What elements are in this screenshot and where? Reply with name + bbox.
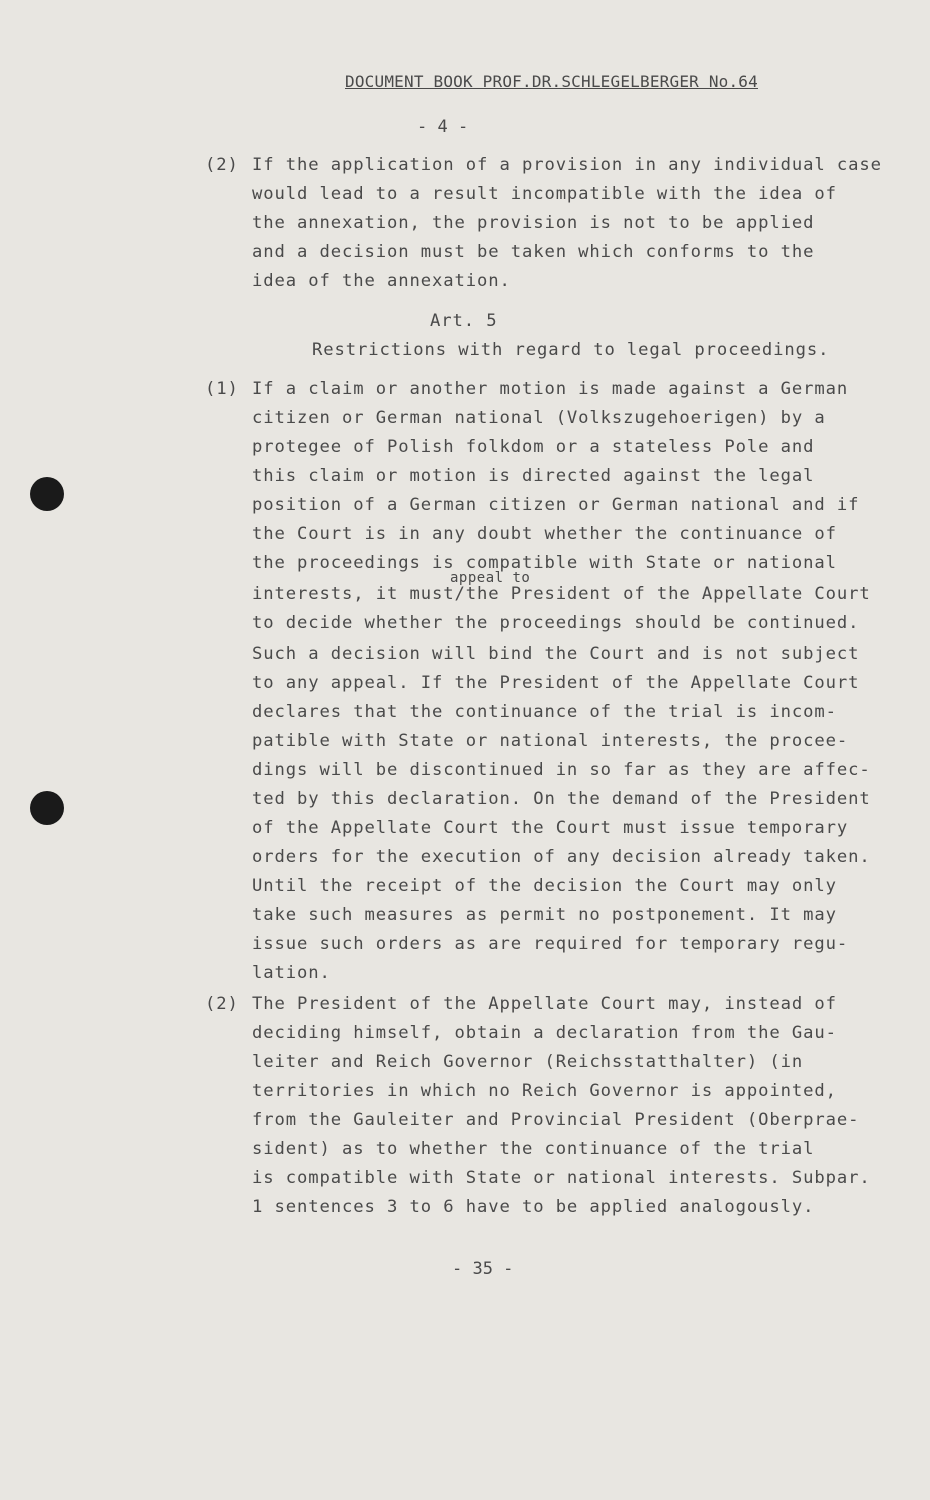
text-line: issue such orders as are required for temporary regu- — [252, 934, 849, 954]
page-number-top: - 4 - — [417, 117, 469, 137]
text-line: the annexation, the provision is not to be applied — [252, 213, 815, 233]
text-line: citizen or German national (Volkszugehoerigen) by a — [252, 408, 826, 428]
paragraph-number: (2) — [205, 155, 239, 175]
text-line: to decide whether the proceedings should be continued. — [252, 613, 860, 633]
text-line: If a claim or another motion is made against a German — [252, 379, 849, 399]
text-line: is compatible with State or national interests. Subpar. — [252, 1168, 871, 1188]
text-line: patible with State or national interests, the procee- — [252, 731, 849, 751]
paragraph-number: (1) — [205, 379, 239, 399]
paragraph-number: (2) — [205, 994, 239, 1014]
text-line: lation. — [252, 963, 331, 983]
article-label: Art. 5 — [430, 311, 498, 331]
text-line: idea of the annexation. — [252, 271, 511, 291]
punch-hole-bottom — [30, 791, 64, 825]
text-line: deciding himself, obtain a declaration from the Gau- — [252, 1023, 837, 1043]
text-line: sident) as to whether the continuance of the trial — [252, 1139, 815, 1159]
text-line: Such a decision will bind the Court and is not subject — [252, 644, 860, 664]
text-line: 1 sentences 3 to 6 have to be applied analogously. — [252, 1197, 815, 1217]
handwritten-insertion: appeal to — [450, 570, 531, 586]
text-line: the proceedings is compatible with State or national — [252, 553, 837, 573]
text-line: interests, it must/the President of the Appellate Court — [252, 584, 871, 604]
punch-hole-top — [30, 477, 64, 511]
text-line: to any appeal. If the President of the Appellate Court — [252, 673, 860, 693]
text-line: this claim or motion is directed against the legal — [252, 466, 815, 486]
text-line: from the Gauleiter and Provincial President (Oberprae- — [252, 1110, 860, 1130]
text-line: ted by this declaration. On the demand of the President — [252, 789, 871, 809]
text-line: territories in which no Reich Governor is appointed, — [252, 1081, 837, 1101]
text-line: Until the receipt of the decision the Court may only — [252, 876, 837, 896]
text-line: of the Appellate Court the Court must issue temporary — [252, 818, 849, 838]
page-number-bottom: - 35 - — [452, 1259, 514, 1279]
text-line: declares that the continuance of the trial is incom- — [252, 702, 837, 722]
text-line: orders for the execution of any decision already taken. — [252, 847, 871, 867]
text-line: leiter and Reich Governor (Reichsstatthalter) (in — [252, 1052, 804, 1072]
text-line: protegee of Polish folkdom or a stateless Pole and — [252, 437, 815, 457]
text-line: the Court is in any doubt whether the continuance of — [252, 524, 837, 544]
text-line: position of a German citizen or German national and if — [252, 495, 860, 515]
text-line: If the application of a provision in any individual case — [252, 155, 882, 175]
text-line: dings will be discontinued in so far as they are affec- — [252, 760, 871, 780]
text-line: The President of the Appellate Court may, instead of — [252, 994, 837, 1014]
document-header: DOCUMENT BOOK PROF.DR.SCHLEGELBERGER No.64 — [345, 72, 758, 91]
article-heading: Restrictions with regard to legal proceedings. — [312, 340, 830, 360]
text-line: would lead to a result incompatible with the idea of — [252, 184, 837, 204]
text-line: and a decision must be taken which conforms to the — [252, 242, 815, 262]
text-line: take such measures as permit no postponement. It may — [252, 905, 837, 925]
